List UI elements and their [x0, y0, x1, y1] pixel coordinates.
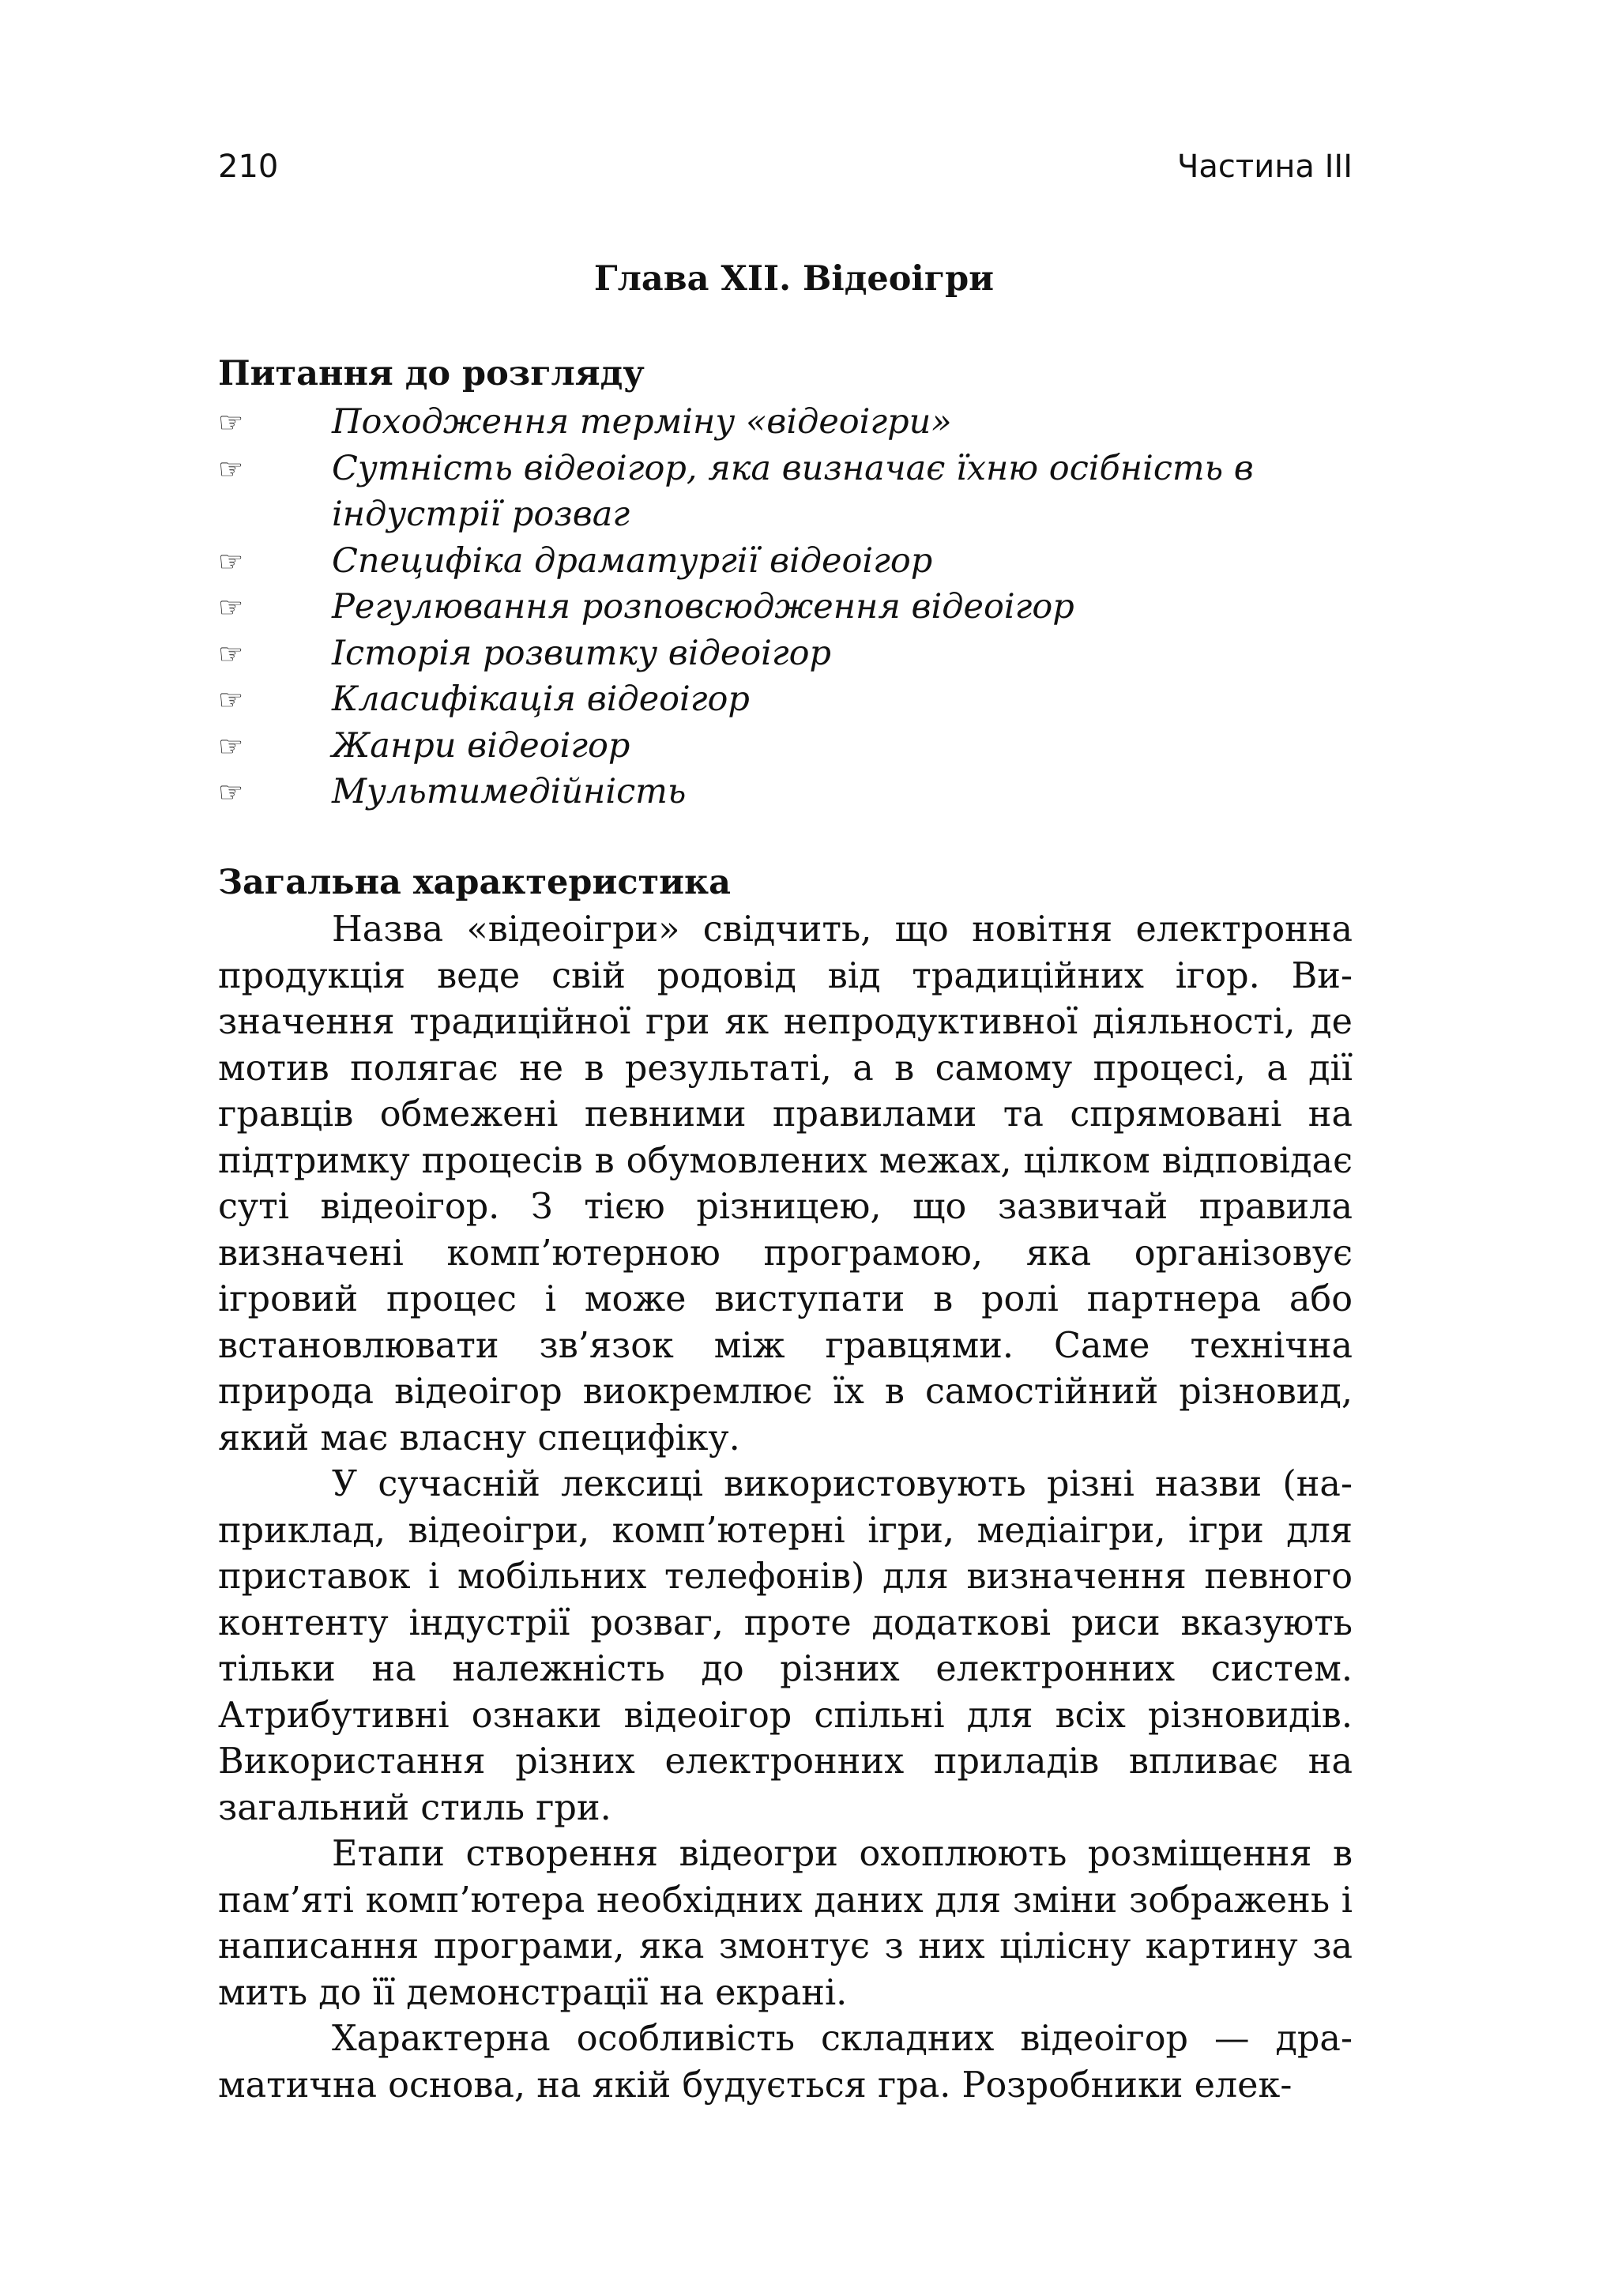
list-item-text: Сутність відеоігор, яка визначає їхню осібність в індустрії розваг — [332, 448, 1254, 534]
pointing-hand-icon: ☞ — [218, 453, 244, 486]
paragraph: Характерна особливість складних відеоігор — драматична основа, на якій будується гра. Розробники елек- — [218, 2019, 1353, 2106]
list-item — [218, 538, 1353, 585]
pointing-hand-icon: ☞ — [218, 545, 244, 578]
questions-heading: Питання до розгляду — [218, 354, 645, 393]
chapter-title: Глава XII. Відеоігри — [593, 259, 995, 299]
page-header — [218, 149, 1353, 196]
list-item-text: Історія розвитку відеоігор — [332, 633, 832, 673]
pointing-hand-icon: ☞ — [218, 407, 244, 439]
page-number: 210 — [218, 149, 279, 185]
questions-list — [218, 399, 1353, 815]
pointing-hand-icon: ☞ — [218, 638, 244, 671]
list-item-text: Жанри відеоігор — [332, 725, 630, 766]
pointing-hand-icon: ☞ — [218, 592, 244, 624]
pointing-hand-icon: ☞ — [218, 777, 244, 809]
list-item-text: Специфіка драматургії відеоігор — [332, 540, 933, 581]
list-item — [218, 630, 1353, 677]
pointing-hand-icon: ☞ — [218, 684, 244, 717]
list-item — [218, 769, 1353, 815]
list-item — [218, 446, 1353, 538]
list-item — [218, 676, 1353, 723]
running-head: Частина III — [1177, 149, 1353, 185]
paragraph: Етапи створення відеогри охоплюють розміщення в пам’яті комп’ютера необхідних даних для зміни зображень і написання програми, яка змонтує з них цілісну картину за мить до її демонстрації на екрані. — [218, 1834, 1353, 2013]
list-item — [218, 584, 1353, 630]
body-text — [218, 907, 1353, 2109]
overview-heading: Загальна характеристика — [218, 863, 731, 902]
paragraph: У сучасній лексиці використовують різні назви (наприклад, відеоігри, комп’ютерні ігри, медіаігри, ігри для приставок і мобільних телефонів) для визначення певного контенту індустрії розваг, проте додаткові риси вказують тільки на належність до різних електронних систем. Атрибутивні ознаки відеоігор спільні для всіх різновидів. Використання різних електронних приладів впливає на загальний стиль гри. — [218, 1464, 1353, 1828]
list-item-text: Регулювання розповсюдження відеоігор — [332, 587, 1074, 627]
paragraph: Назва «відеоігри» свідчить, що новітня електронна продукція веде свій родовід від традиційних ігор. Визначення традиційної гри як непродуктивної діяльності, де мотив полягає не в результаті, а в самому процесі, а дії гравців обмежені певними правилами та спрямовані на підтримку процесів в обумовлених межах, цілком відповідає суті відеоігор. З тією різницею, що зазвичай правила визначені комп’ютерною програмою, яка організовує ігровий процес і може виступати в ролі партнера або встановлювати зв’язок між гравцями. Саме технічна природа відеоігор виокремлює їх в самостійний різновид, який має власну специфіку. — [218, 909, 1353, 1459]
list-item — [218, 723, 1353, 770]
list-item-text: Мультимедійність — [332, 772, 687, 811]
list-item-text: Класифікація відеоігор — [332, 679, 750, 719]
list-item-text: Походження терміну «відеоігри» — [332, 402, 952, 442]
list-item — [218, 399, 1353, 446]
pointing-hand-icon: ☞ — [218, 730, 244, 763]
